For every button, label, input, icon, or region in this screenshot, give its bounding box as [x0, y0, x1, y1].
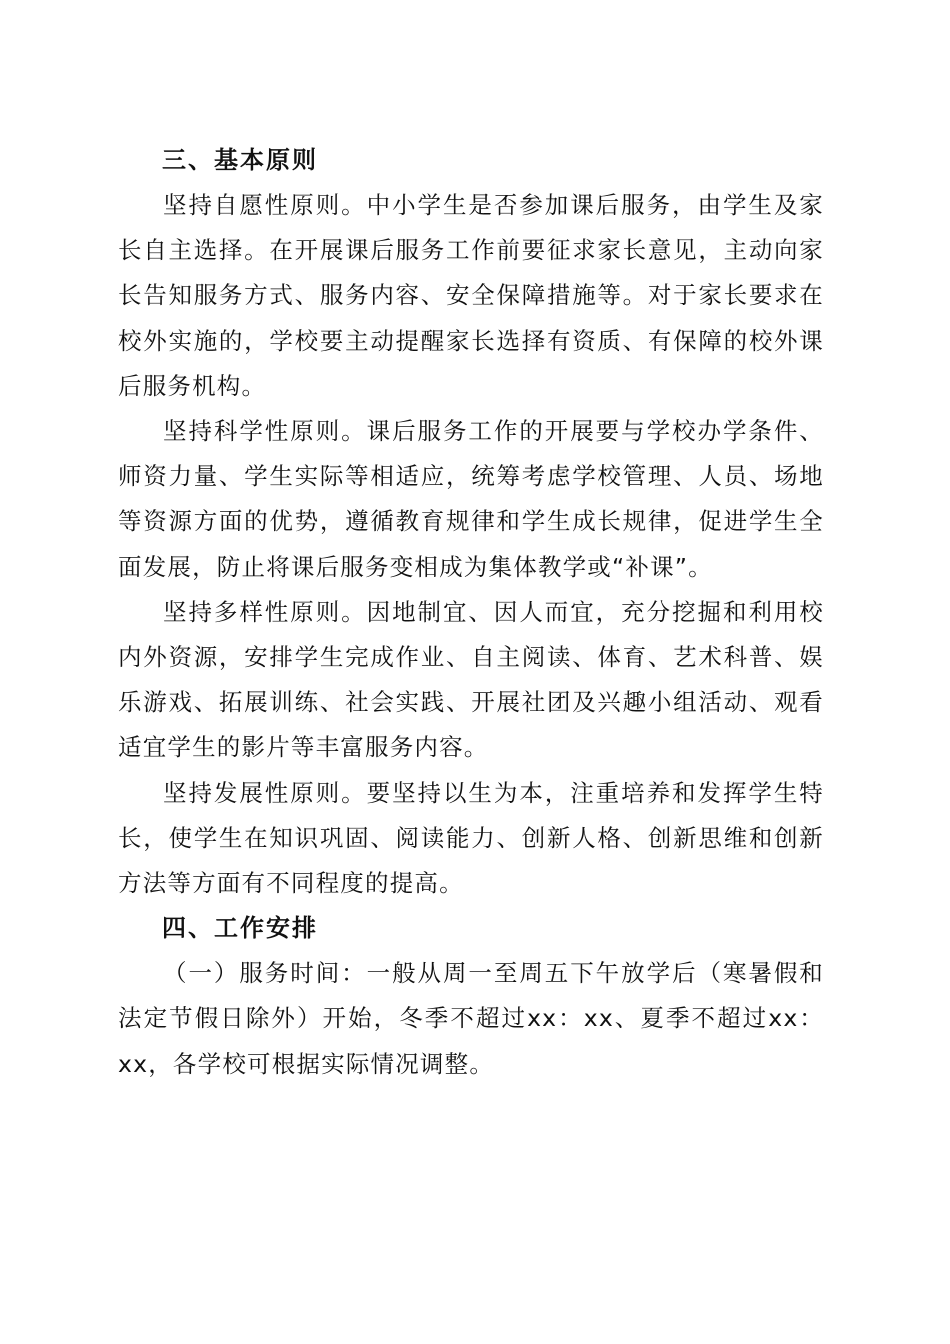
paragraph-voluntary-principle: 坚持自愿性原则。中小学生是否参加课后服务，由学生及家长自主选择。在开展课后服务工作前要征求家长意见，主动向家长告知服务方式、服务内容、安全保障措施等。对于家长要求在校外实施的，学校要主动提醒家长选择有资质、有保障的校外课后服务机构。 — [118, 191, 824, 400]
document-body — [118, 138, 824, 1087]
paragraph-development-principle: 坚持发展性原则。要坚持以生为本，注重培养和发挥学生特长，使学生在知识巩固、阅读能力、创新人格、创新思维和创新方法等方面有不同程度的提高。 — [118, 778, 824, 898]
paragraph-diversity-principle: 坚持多样性原则。因地制宜、因人而宜，充分挖掘和利用校内外资源，安排学生完成作业、自主阅读、体育、艺术科普、娱乐游戏、拓展训练、社会实践、开展社团及兴趣小组活动、观看适宜学生的影片等丰富服务内容。 — [118, 597, 824, 762]
paragraph-service-time: （一）服务时间：一般从周一至周五下午放学后（寒暑假和法定节假日除外）开始，冬季不超过xx：xx、夏季不超过xx：xx，各学校可根据实际情况调整。 — [118, 959, 824, 1078]
section-heading-work-arrangement: 四、工作安排 — [162, 914, 318, 943]
section-heading-basic-principles: 三、基本原则 — [162, 146, 318, 174]
paragraph-scientific-principle: 坚持科学性原则。课后服务工作的开展要与学校办学条件、师资力量、学生实际等相适应，统筹考虑学校管理、人员、场地等资源方面的优势，遵循教育规律和学生成长规律，促进学生全面发展，防止将课后服务变相成为集体教学或“补课”。 — [118, 417, 824, 581]
